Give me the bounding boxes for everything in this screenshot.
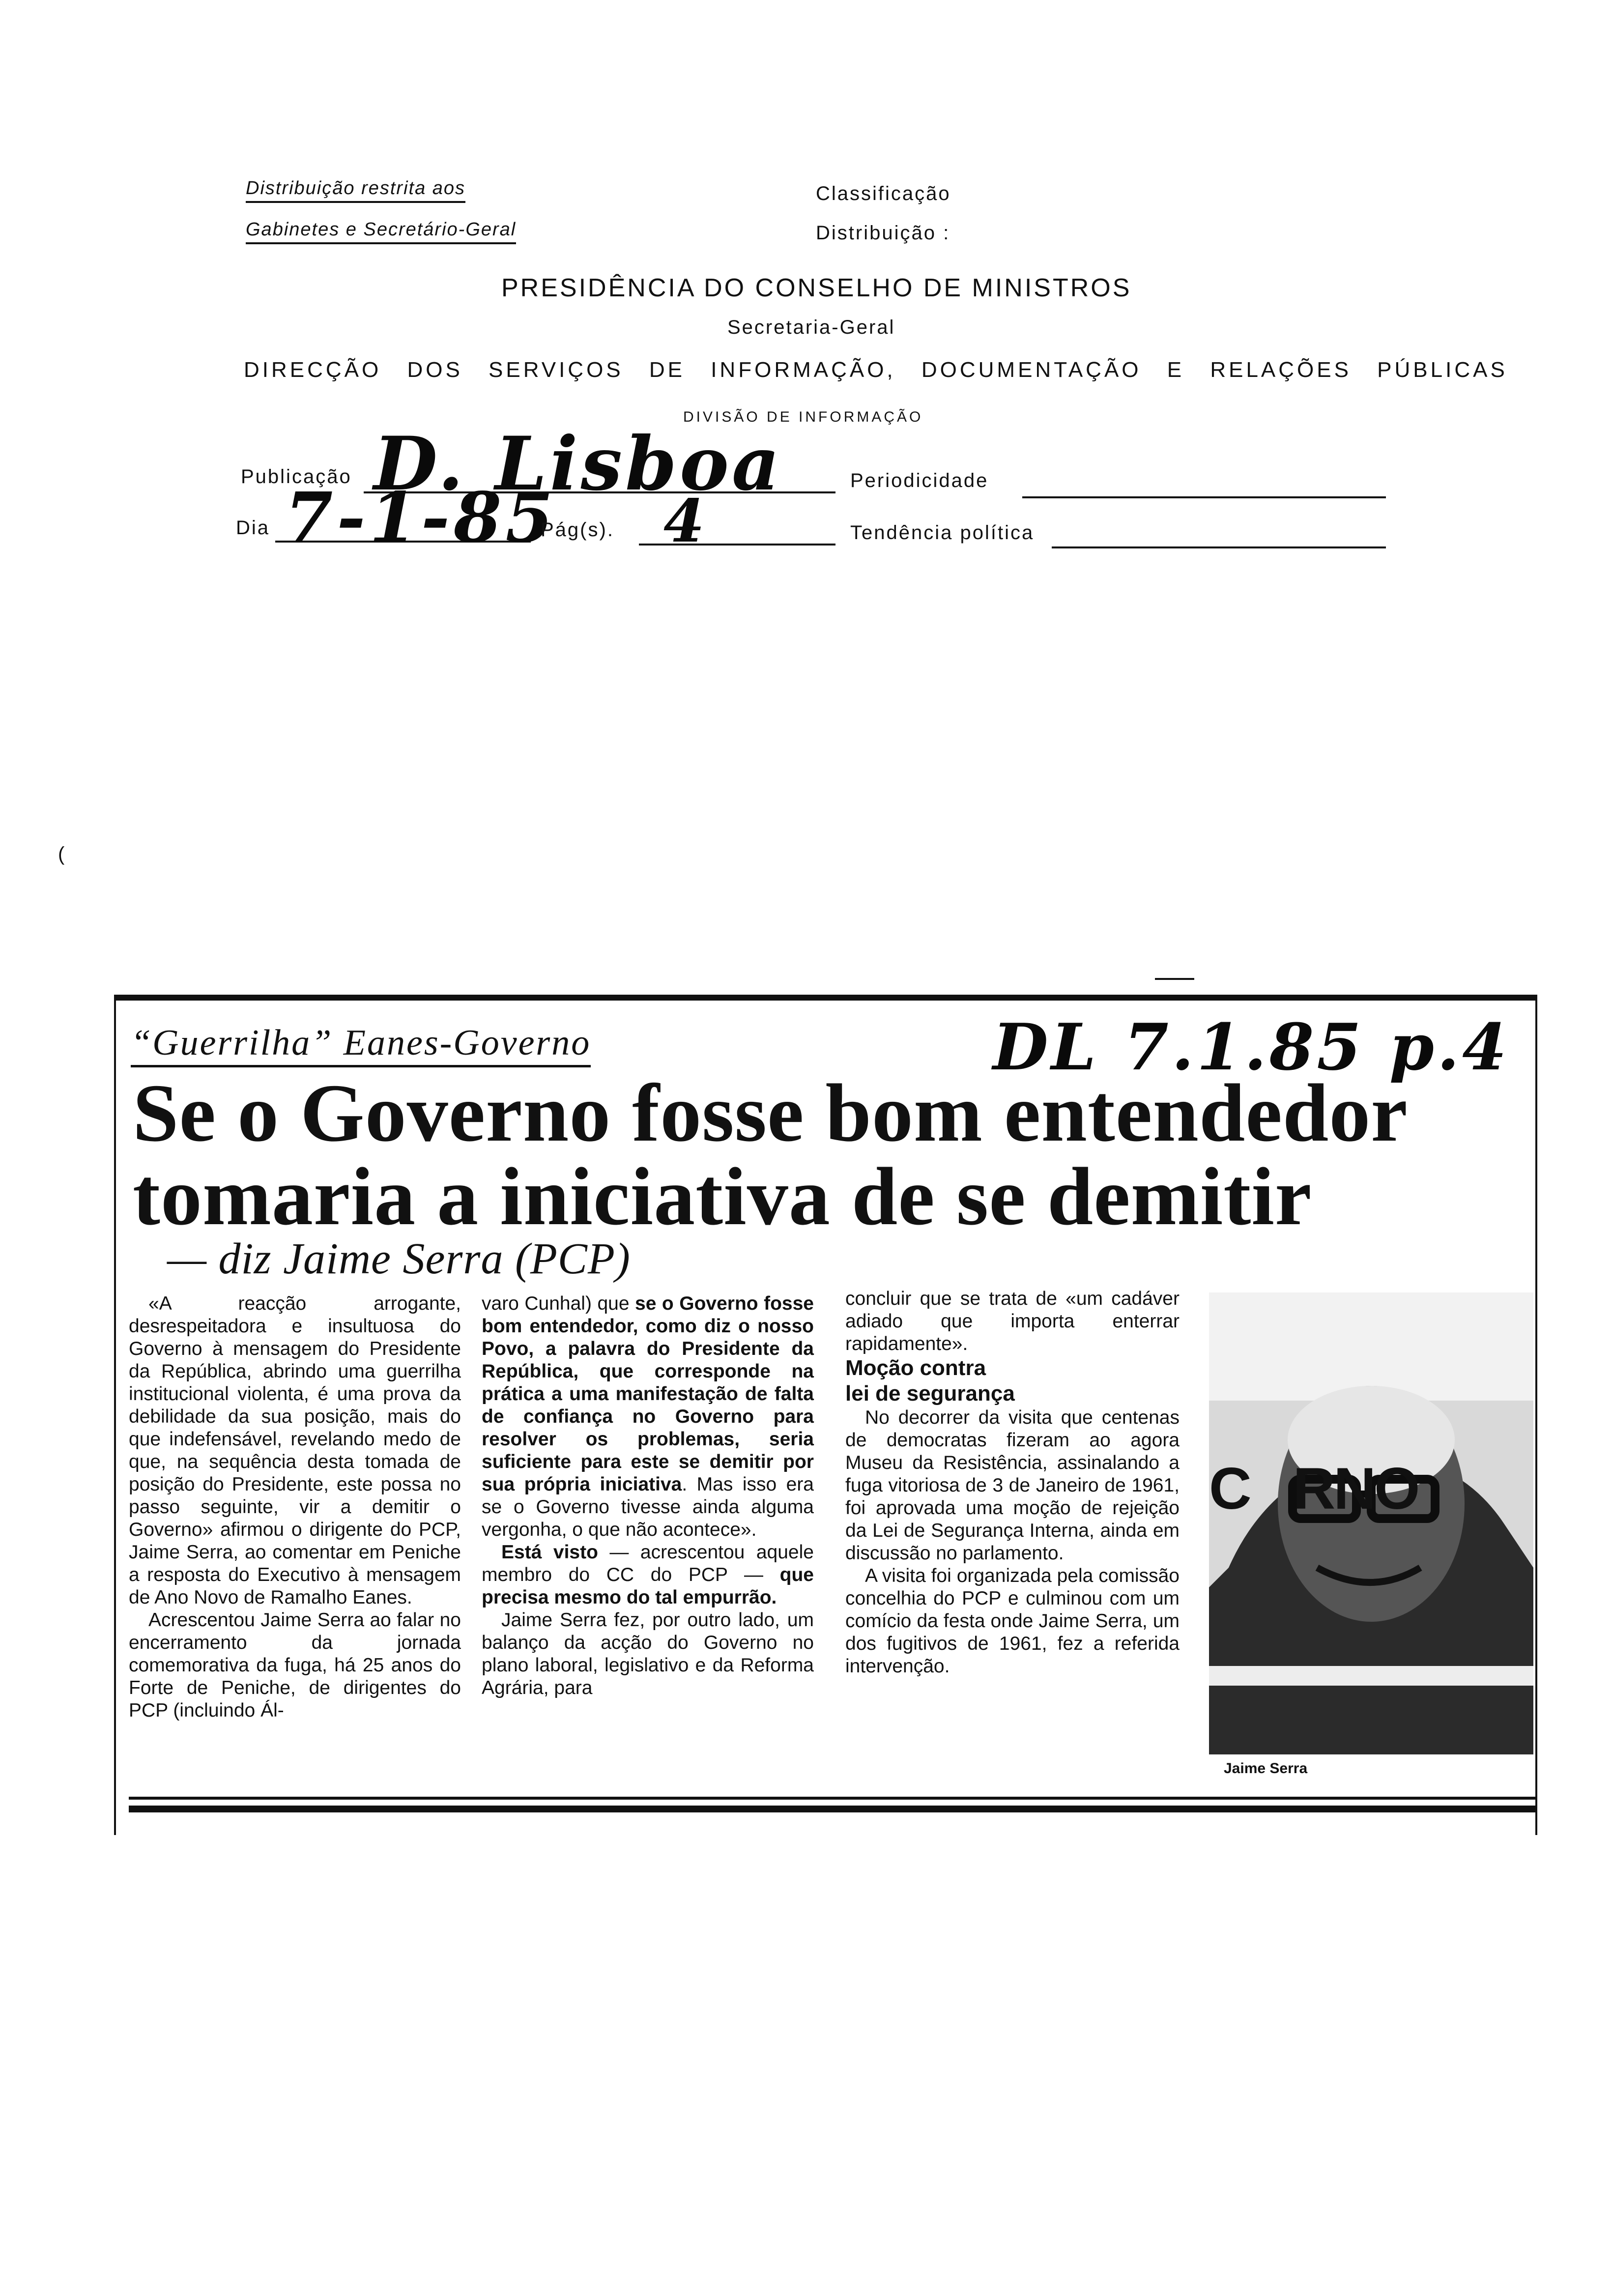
article-paragraph: [482, 1541, 814, 1609]
portrait-photo: [1209, 1292, 1533, 1754]
article-paragraph: [482, 1292, 814, 1541]
subhead: [845, 1355, 1180, 1406]
article-column-2: [482, 1292, 814, 1699]
article-text: varo Cunhal) que: [482, 1293, 635, 1314]
photo-background-lettering: C RNO: [1209, 1456, 1418, 1521]
byline: — diz Jaime Serra (PCP): [167, 1234, 631, 1283]
org-subtitle: Secretaria-Geral: [727, 316, 895, 338]
article-paragraph: A visita foi organizada pela comissão concelhia do PCP e culminou com um comício da festa onde Jaime Serra, um dos fugitivos de 1961, fez a referida intervenção.: [845, 1565, 1180, 1677]
clipping-top-rule: [114, 995, 1537, 1001]
article-text: — acrescentou aquele membro do CC do PCP —: [482, 1542, 814, 1585]
political-tendency-line: [1052, 546, 1386, 548]
subhead-line: lei de segurança: [845, 1381, 1015, 1406]
periodicity-label: Periodicidade: [850, 470, 989, 491]
handwritten-reference: DL 7.1.85 p.4: [993, 1009, 1510, 1085]
scan-mark: [1155, 978, 1194, 980]
publication-label: Publicação: [241, 466, 352, 488]
kicker: “Guerrilha” Eanes-Governo: [131, 1022, 591, 1067]
clipping-bottom-rule-thick: [129, 1806, 1537, 1812]
article-bold-text: Está visto: [501, 1542, 598, 1563]
article-paragraph: Acrescentou Jaime Serra ao falar no encerramento da jornada comemorativa da fuga, há 25 anos do Forte de Peniche, de dirigentes do PCP (incluindo Ál-: [129, 1609, 461, 1721]
scan-mark: (: [58, 843, 65, 865]
distribution-restricted-line1: Distribuição restrita aos: [246, 178, 465, 203]
day-label: Dia: [236, 517, 270, 539]
article-column-1: [129, 1292, 461, 1722]
article-paragraph: Jaime Serra fez, por outro lado, um balanço da acção do Governo no plano laboral, legislativo e da Reforma Agrária, para: [482, 1609, 814, 1698]
article-text: . Mas isso era se o Governo tivesse ainda alguma vergonha, o que não acontece».: [482, 1474, 814, 1540]
clipping-bottom-rule: [129, 1797, 1537, 1800]
article-paragraph: concluir que se trata de «um cadáver adiado que importa enterrar rapidamente».: [845, 1288, 1180, 1354]
pages-label: Pág(s).: [541, 519, 614, 541]
directorate-title: DIRECÇÃO DOS SERVIÇOS DE INFORMAÇÃO, DOCUMENTAÇÃO E RELAÇÕES PÚBLICAS: [244, 358, 1508, 382]
article-bold-quote: se o Governo fosse bom entendedor, como diz o nosso Povo, a palavra do Presidente da República, que corresponde na prática a uma manifestação de falta de confiança no Governo para resolver os problemas, seria suficiente para este se demitir por sua própria iniciativa: [482, 1293, 814, 1495]
publication-handwritten: D. Lisboa: [374, 421, 783, 507]
clipping-left-border: [114, 995, 116, 1835]
article-paragraph: No decorrer da visita que centenas de democratas fizeram ao agora Museu da Resistência, assinalando a fuga vitoriosa de 3 de Janeiro de 1961, foi aprovada uma moção de rejeição da Lei de Segurança Interna, ainda em discussão no parlamento.: [845, 1407, 1180, 1564]
day-handwritten: 7-1-85: [285, 478, 557, 558]
periodicity-line: [1022, 496, 1386, 498]
headline-line2: tomaria a iniciativa de se demitir: [133, 1151, 1312, 1242]
political-tendency-label: Tendência política: [850, 522, 1035, 544]
division-title: DIVISÃO DE INFORMAÇÃO: [683, 409, 923, 425]
portrait-photo-graphic: [1209, 1292, 1533, 1754]
article-paragraph: «A reacção arrogante, desrespeitadora e insultuosa do Governo à mensagem do Presidente da República, abrindo uma guerrilha institucional violenta, é uma prova da debilidade da sua posição, mais do que indefensável, revelando medo de que, na sequência desta tomada de posição do Presidente, este possa no passo seguinte, vir a demitir o Governo» afirmou o dirigente do PCP, Jaime Serra, ao comentar em Peniche a resposta do Executivo à mensagem de Ano Novo de Ramalho Eanes.: [129, 1293, 461, 1608]
article-bold-text: que precisa mesmo do tal empurrão.: [482, 1564, 814, 1608]
distribution-restricted-line2: Gabinetes e Secretário-Geral: [246, 219, 516, 244]
subhead-line: Moção contra: [845, 1356, 986, 1380]
article-column-3: [845, 1288, 1180, 1678]
distribution-label: Distribuição :: [816, 222, 950, 244]
headline-line1: Se o Governo fosse bom entendedor: [133, 1067, 1408, 1159]
classification-label: Classificação: [816, 183, 951, 204]
photo-caption: Jaime Serra: [1224, 1760, 1308, 1777]
org-title: PRESIDÊNCIA DO CONSELHO DE MINISTROS: [501, 274, 1132, 302]
pages-handwritten: 4: [663, 487, 705, 556]
